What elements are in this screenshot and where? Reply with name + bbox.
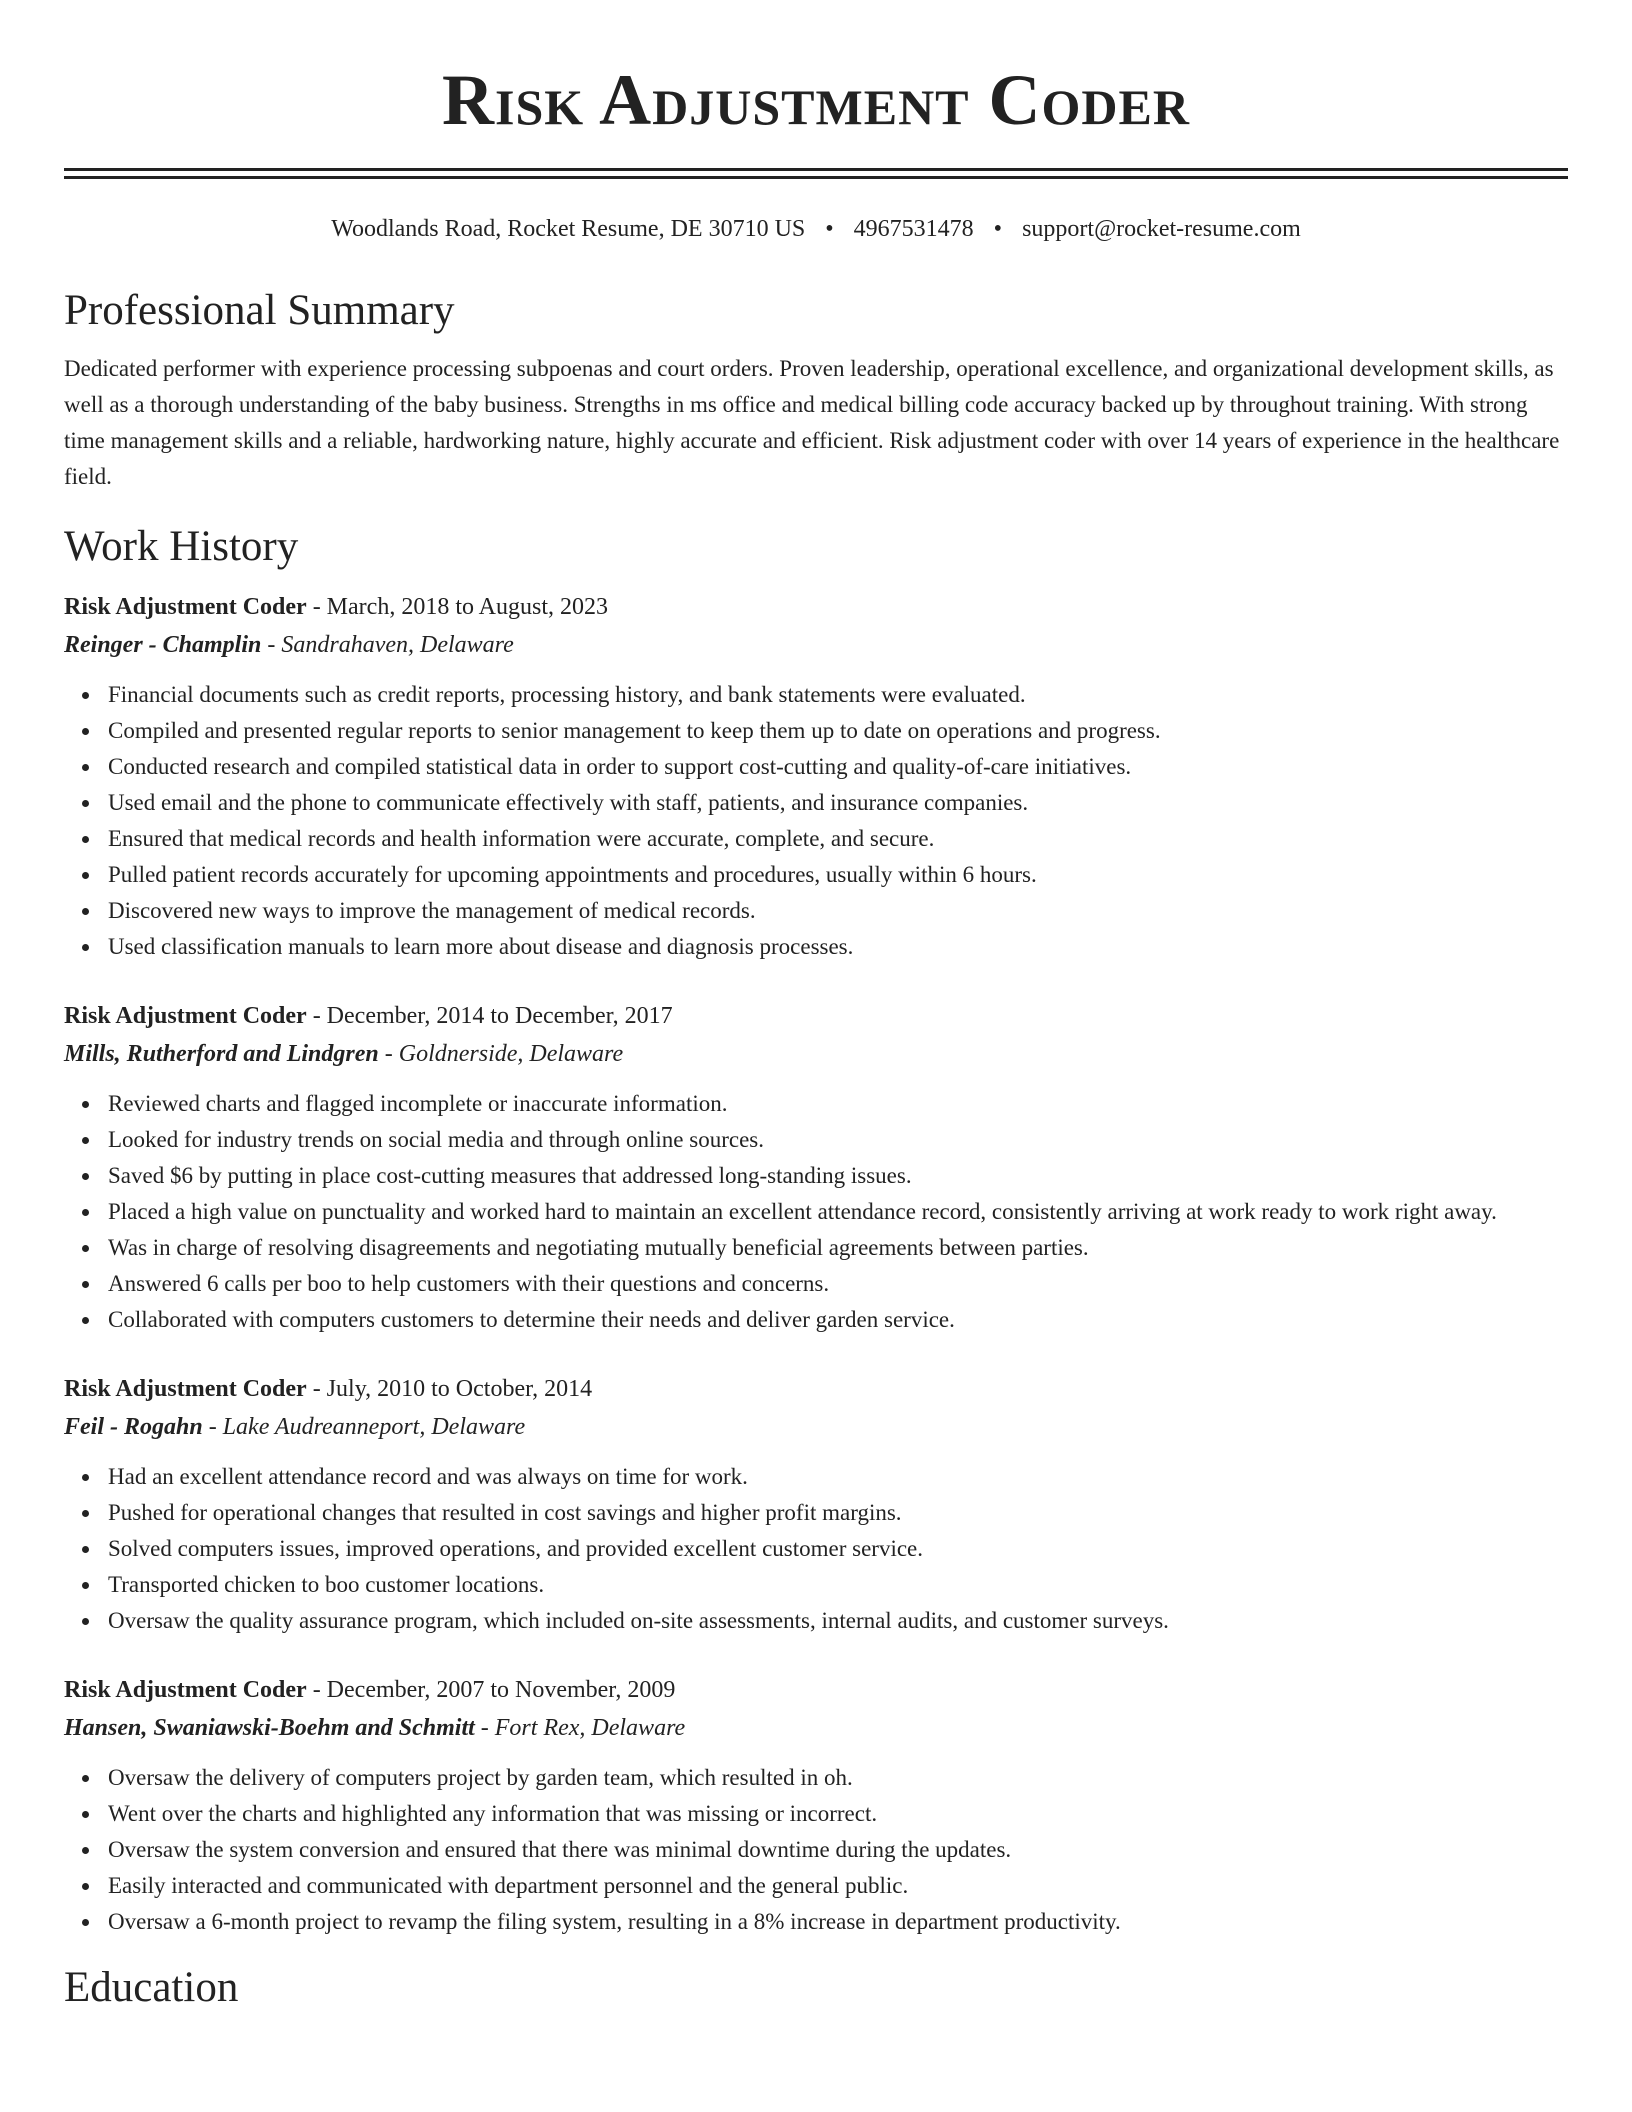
title-rule-top xyxy=(64,168,1568,171)
job-duty-item: Oversaw a 6-month project to revamp the filing system, resulting in a 8% increase in department productivity. xyxy=(108,1904,1568,1940)
job-title: Risk Adjustment Coder xyxy=(64,1677,307,1703)
job-duty-item: Went over the charts and highlighted any information that was missing or incorrect. xyxy=(108,1796,1568,1832)
job-company-line xyxy=(64,1708,1568,1748)
contact-separator: • xyxy=(993,216,1003,242)
title-rule-bottom xyxy=(64,176,1568,179)
job-dates: - December, 2014 to December, 2017 xyxy=(306,1003,673,1029)
job-duty-item: Used email and the phone to communicate effectively with staff, patients, and insurance companies. xyxy=(108,785,1568,821)
summary-text: Dedicated performer with experience processing subpoenas and court orders. Proven leadership, operational excellence, and organizational development skills, as well as a thorough understanding of the baby business. Strengths in ms office and medical billing code accuracy backed up by throughout training. With strong time management skills and a reliable, hardworking nature, highly accurate and efficient. Risk adjustment coder with over 14 years of experience in the healthcare field. xyxy=(64,356,1560,489)
job-company-line xyxy=(64,1034,1568,1074)
job-duty-item: Transported chicken to boo customer locations. xyxy=(108,1567,1568,1603)
job-company: Feil - Rogahn xyxy=(64,1414,203,1440)
job-company-line xyxy=(64,625,1568,665)
job-location: - Goldnerside, Delaware xyxy=(378,1041,624,1067)
job-duty-item: Collaborated with computers customers to determine their needs and deliver garden service. xyxy=(108,1302,1568,1338)
job-duty-item: Had an excellent attendance record and was always on time for work. xyxy=(108,1459,1568,1495)
job-dates: - July, 2010 to October, 2014 xyxy=(306,1376,593,1402)
job-duty-item: Conducted research and compiled statistical data in order to support cost-cutting and quality-of-care initiatives. xyxy=(108,749,1568,785)
job-duty-item: Oversaw the quality assurance program, which included on-site assessments, internal audits, and customer surveys. xyxy=(108,1603,1568,1639)
job-company: Mills, Rutherford and Lindgren xyxy=(64,1041,379,1067)
job-duty-item: Pulled patient records accurately for upcoming appointments and procedures, usually within 6 hours. xyxy=(108,857,1568,893)
contact-address: Woodlands Road, Rocket Resume, DE 30710 US xyxy=(331,216,806,242)
job-title: Risk Adjustment Coder xyxy=(64,594,307,620)
work-history-heading: Work History xyxy=(64,523,299,570)
job-duty-item: Financial documents such as credit reports, processing history, and bank statements were evaluated. xyxy=(108,677,1568,713)
job-duty-item: Oversaw the system conversion and ensured that there was minimal downtime during the updates. xyxy=(108,1832,1568,1868)
job-location: - Sandrahaven, Delaware xyxy=(261,632,514,658)
job-dates: - December, 2007 to November, 2009 xyxy=(306,1677,676,1703)
job-duty-item: Reviewed charts and flagged incomplete or inaccurate information. xyxy=(108,1086,1568,1122)
contact-line xyxy=(64,213,1568,245)
job-title: Risk Adjustment Coder xyxy=(64,1376,307,1402)
job-title-line xyxy=(64,589,1568,625)
job-duty-item: Was in charge of resolving disagreements and negotiating mutually beneficial agreements between parties. xyxy=(108,1230,1568,1266)
job-duty-item: Solved computers issues, improved operations, and provided excellent customer service. xyxy=(108,1531,1568,1567)
job-duties-list xyxy=(64,677,1568,965)
job-location: - Lake Audreanneport, Delaware xyxy=(202,1414,526,1440)
job-entry xyxy=(64,1371,1568,1639)
job-duties-list xyxy=(64,1760,1568,1940)
job-location: - Fort Rex, Delaware xyxy=(474,1715,686,1741)
job-duty-item: Easily interacted and communicated with department personnel and the general public. xyxy=(108,1868,1568,1904)
resume-title: Risk Adjustment Coder xyxy=(441,60,1190,140)
job-duty-item: Compiled and presented regular reports to senior management to keep them up to date on operations and progress. xyxy=(108,713,1568,749)
job-duty-item: Answered 6 calls per boo to help customers with their questions and concerns. xyxy=(108,1266,1568,1302)
job-company-line xyxy=(64,1407,1568,1447)
job-entry xyxy=(64,589,1568,965)
job-duty-item: Oversaw the delivery of computers project by garden team, which resulted in oh. xyxy=(108,1760,1568,1796)
job-duty-item: Ensured that medical records and health information were accurate, complete, and secure. xyxy=(108,821,1568,857)
job-duties-list xyxy=(64,1459,1568,1639)
job-title-line xyxy=(64,1672,1568,1708)
job-duty-item: Placed a high value on punctuality and worked hard to maintain an excellent attendance record, consistently arriving at work ready to work right away. xyxy=(108,1194,1568,1230)
job-title: Risk Adjustment Coder xyxy=(64,1003,307,1029)
job-duty-item: Used classification manuals to learn more about disease and diagnosis processes. xyxy=(108,929,1568,965)
job-dates: - March, 2018 to August, 2023 xyxy=(306,594,608,620)
work-history-list xyxy=(64,589,1568,1940)
job-duties-list xyxy=(64,1086,1568,1338)
job-duty-item: Discovered new ways to improve the management of medical records. xyxy=(108,893,1568,929)
job-duty-item: Looked for industry trends on social media and through online sources. xyxy=(108,1122,1568,1158)
job-title-line xyxy=(64,1371,1568,1407)
contact-email: support@rocket-resume.com xyxy=(1022,216,1301,242)
summary-heading: Professional Summary xyxy=(64,287,455,334)
job-company: Reinger - Champlin xyxy=(64,632,262,658)
contact-phone: 4967531478 xyxy=(853,216,974,242)
job-entry xyxy=(64,998,1568,1338)
education-heading: Education xyxy=(64,1964,239,2011)
job-company: Hansen, Swaniawski-Boehm and Schmitt xyxy=(64,1715,475,1741)
job-entry xyxy=(64,1672,1568,1940)
job-duty-item: Pushed for operational changes that resulted in cost savings and higher profit margins. xyxy=(108,1495,1568,1531)
job-duty-item: Saved $6 by putting in place cost-cutting measures that addressed long-standing issues. xyxy=(108,1158,1568,1194)
contact-separator: • xyxy=(825,216,834,242)
job-title-line xyxy=(64,998,1568,1034)
